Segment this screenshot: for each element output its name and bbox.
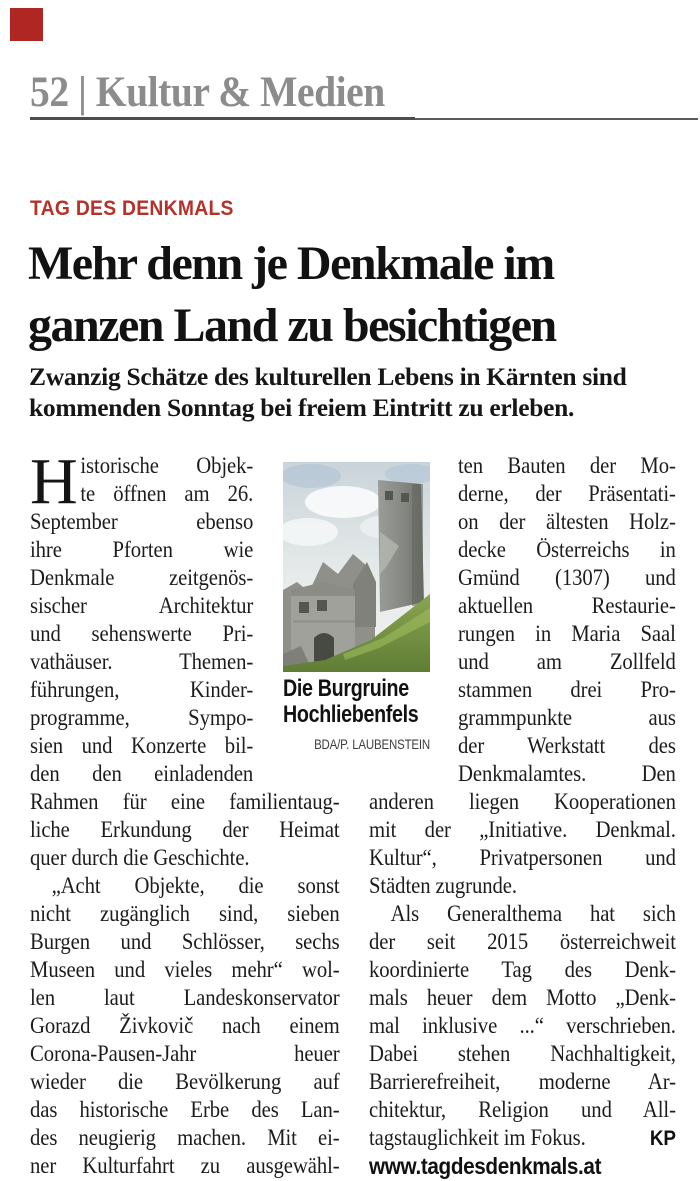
text-line: der Werkstatt des: [458, 733, 676, 758]
text-line: kommenden Sonntag bei freiem Eintritt zu erleben.: [29, 393, 575, 422]
text-line: Denkmalamtes. Den: [458, 761, 676, 786]
photo-credit: BDA/P. LAUBENSTEIN: [314, 737, 431, 752]
text-line: on der ältesten Holz-: [458, 509, 676, 534]
text-line: Hochliebenfels: [283, 701, 419, 728]
text-line: mit der „Initiative. Denkmal.: [369, 817, 676, 842]
text-line: „Acht Objekte, die sonst: [51, 873, 340, 898]
text-line: ganzen Land zu besichtigen: [28, 299, 556, 352]
text-line: vathäuser. Themen-: [30, 649, 254, 674]
text-line: sischer Architektur: [30, 593, 254, 618]
text-line: das historische Erbe des Lan-: [30, 1097, 340, 1122]
text-line: len laut Landeskonservator: [30, 985, 340, 1010]
text-line: istorische Objek-: [80, 453, 254, 478]
photo-caption: [283, 676, 431, 728]
text-line: liche Erkundung der Heimat: [30, 817, 340, 842]
text-line: und sehenswerte Pri-: [30, 621, 254, 646]
body-column-left-narrow: [30, 445, 254, 788]
text-line: den den einladenden: [30, 761, 254, 786]
header-rule-right: [415, 118, 698, 120]
text-line: programme, Sympo-: [30, 705, 254, 730]
text-line: Zwanzig Schätze des kulturellen Lebens in Kärnten sind: [29, 362, 627, 391]
text-line: tagstauglichkeit im Fokus.: [369, 1125, 586, 1150]
text-line: Rahmen für eine familientaug-: [30, 789, 340, 814]
author-initials: KP: [649, 1127, 676, 1150]
brand-red-square: [10, 8, 43, 41]
text-line: sien und Konzerte bil-: [30, 733, 254, 758]
text-line: und am Zollfeld: [458, 649, 676, 674]
text-line: Gorazd Živkovič nach einem: [30, 1013, 340, 1038]
text-line: Mehr denn je Denkmale im: [28, 237, 554, 290]
text-line: führungen, Kinder-: [30, 677, 254, 702]
drop-cap: H: [30, 445, 78, 518]
headline: [28, 233, 678, 357]
text-line: [369, 1124, 676, 1152]
text-line: te öffnen am 26.: [80, 481, 254, 506]
text-line: rungen in Maria Saal: [458, 621, 676, 646]
text-line: aktuellen Restaurie-: [458, 593, 676, 618]
text-line: Barrierefreiheit, moderne Ar-: [369, 1069, 676, 1094]
text-line: wieder die Bevölkerung auf: [30, 1069, 340, 1094]
text-line: des neugierig machen. Mit ei-: [30, 1125, 340, 1150]
section-header: 52 | Kultur & Medien: [30, 69, 385, 116]
body-column-left-wide: [30, 788, 340, 1180]
text-line: stammen drei Pro-: [458, 677, 676, 702]
text-line: anderen liegen Kooperationen: [369, 789, 676, 814]
text-line: Als Generalthema hat sich: [390, 901, 676, 926]
text-line: Dabei stehen Nachhaltigkeit,: [369, 1041, 676, 1066]
text-line: Städten zugrunde.: [369, 873, 517, 898]
text-line: www.tagdesdenkmals.at: [369, 1153, 602, 1179]
text-line: Burgen und Schlösser, sechs: [30, 929, 340, 954]
text-line: ten Bauten der Mo-: [458, 453, 676, 478]
text-line: grammpunkte aus: [458, 705, 676, 730]
text-line: Corona-Pausen-Jahr heuer: [30, 1041, 340, 1066]
castle-ruin-illustration: [283, 462, 430, 672]
subhead: [29, 361, 679, 423]
text-line: Denkmale zeitgenös-: [30, 565, 254, 590]
text-line: derne, der Präsentati-: [458, 481, 676, 506]
text-line: Museen und vieles mehr“ wol-: [30, 957, 340, 982]
text-line: mals heuer dem Motto „Denk-: [369, 985, 676, 1010]
text-line: nicht zugänglich sind, sieben: [30, 901, 340, 926]
text-line: Kultur“, Privatpersonen und: [369, 845, 676, 870]
text-line: September ebenso: [30, 509, 254, 534]
kicker: TAG DES DENKMALS: [30, 197, 234, 220]
text-line: Die Burgruine: [283, 675, 409, 702]
text-line: mal inklusive ...“ verschrieben.: [369, 1013, 676, 1038]
text-line: Gmünd (1307) und: [458, 565, 676, 590]
text-line: koordinierte Tag des Denk-: [369, 957, 676, 982]
text-line: decke Österreichs in: [458, 537, 676, 562]
body-column-right-narrow: [458, 452, 676, 788]
header-rule-left: [30, 117, 415, 120]
text-line: ihre Pforten wie: [30, 537, 254, 562]
body-column-right-wide: [369, 788, 676, 1180]
text-line: quer durch die Geschichte.: [30, 845, 250, 870]
text-line: ner Kulturfahrt zu ausgewähl-: [30, 1153, 340, 1178]
text-line: der seit 2015 österreichweit: [369, 929, 676, 954]
castle-ruin-photo: [283, 462, 430, 672]
text-line: chitektur, Religion und All-: [369, 1097, 676, 1122]
